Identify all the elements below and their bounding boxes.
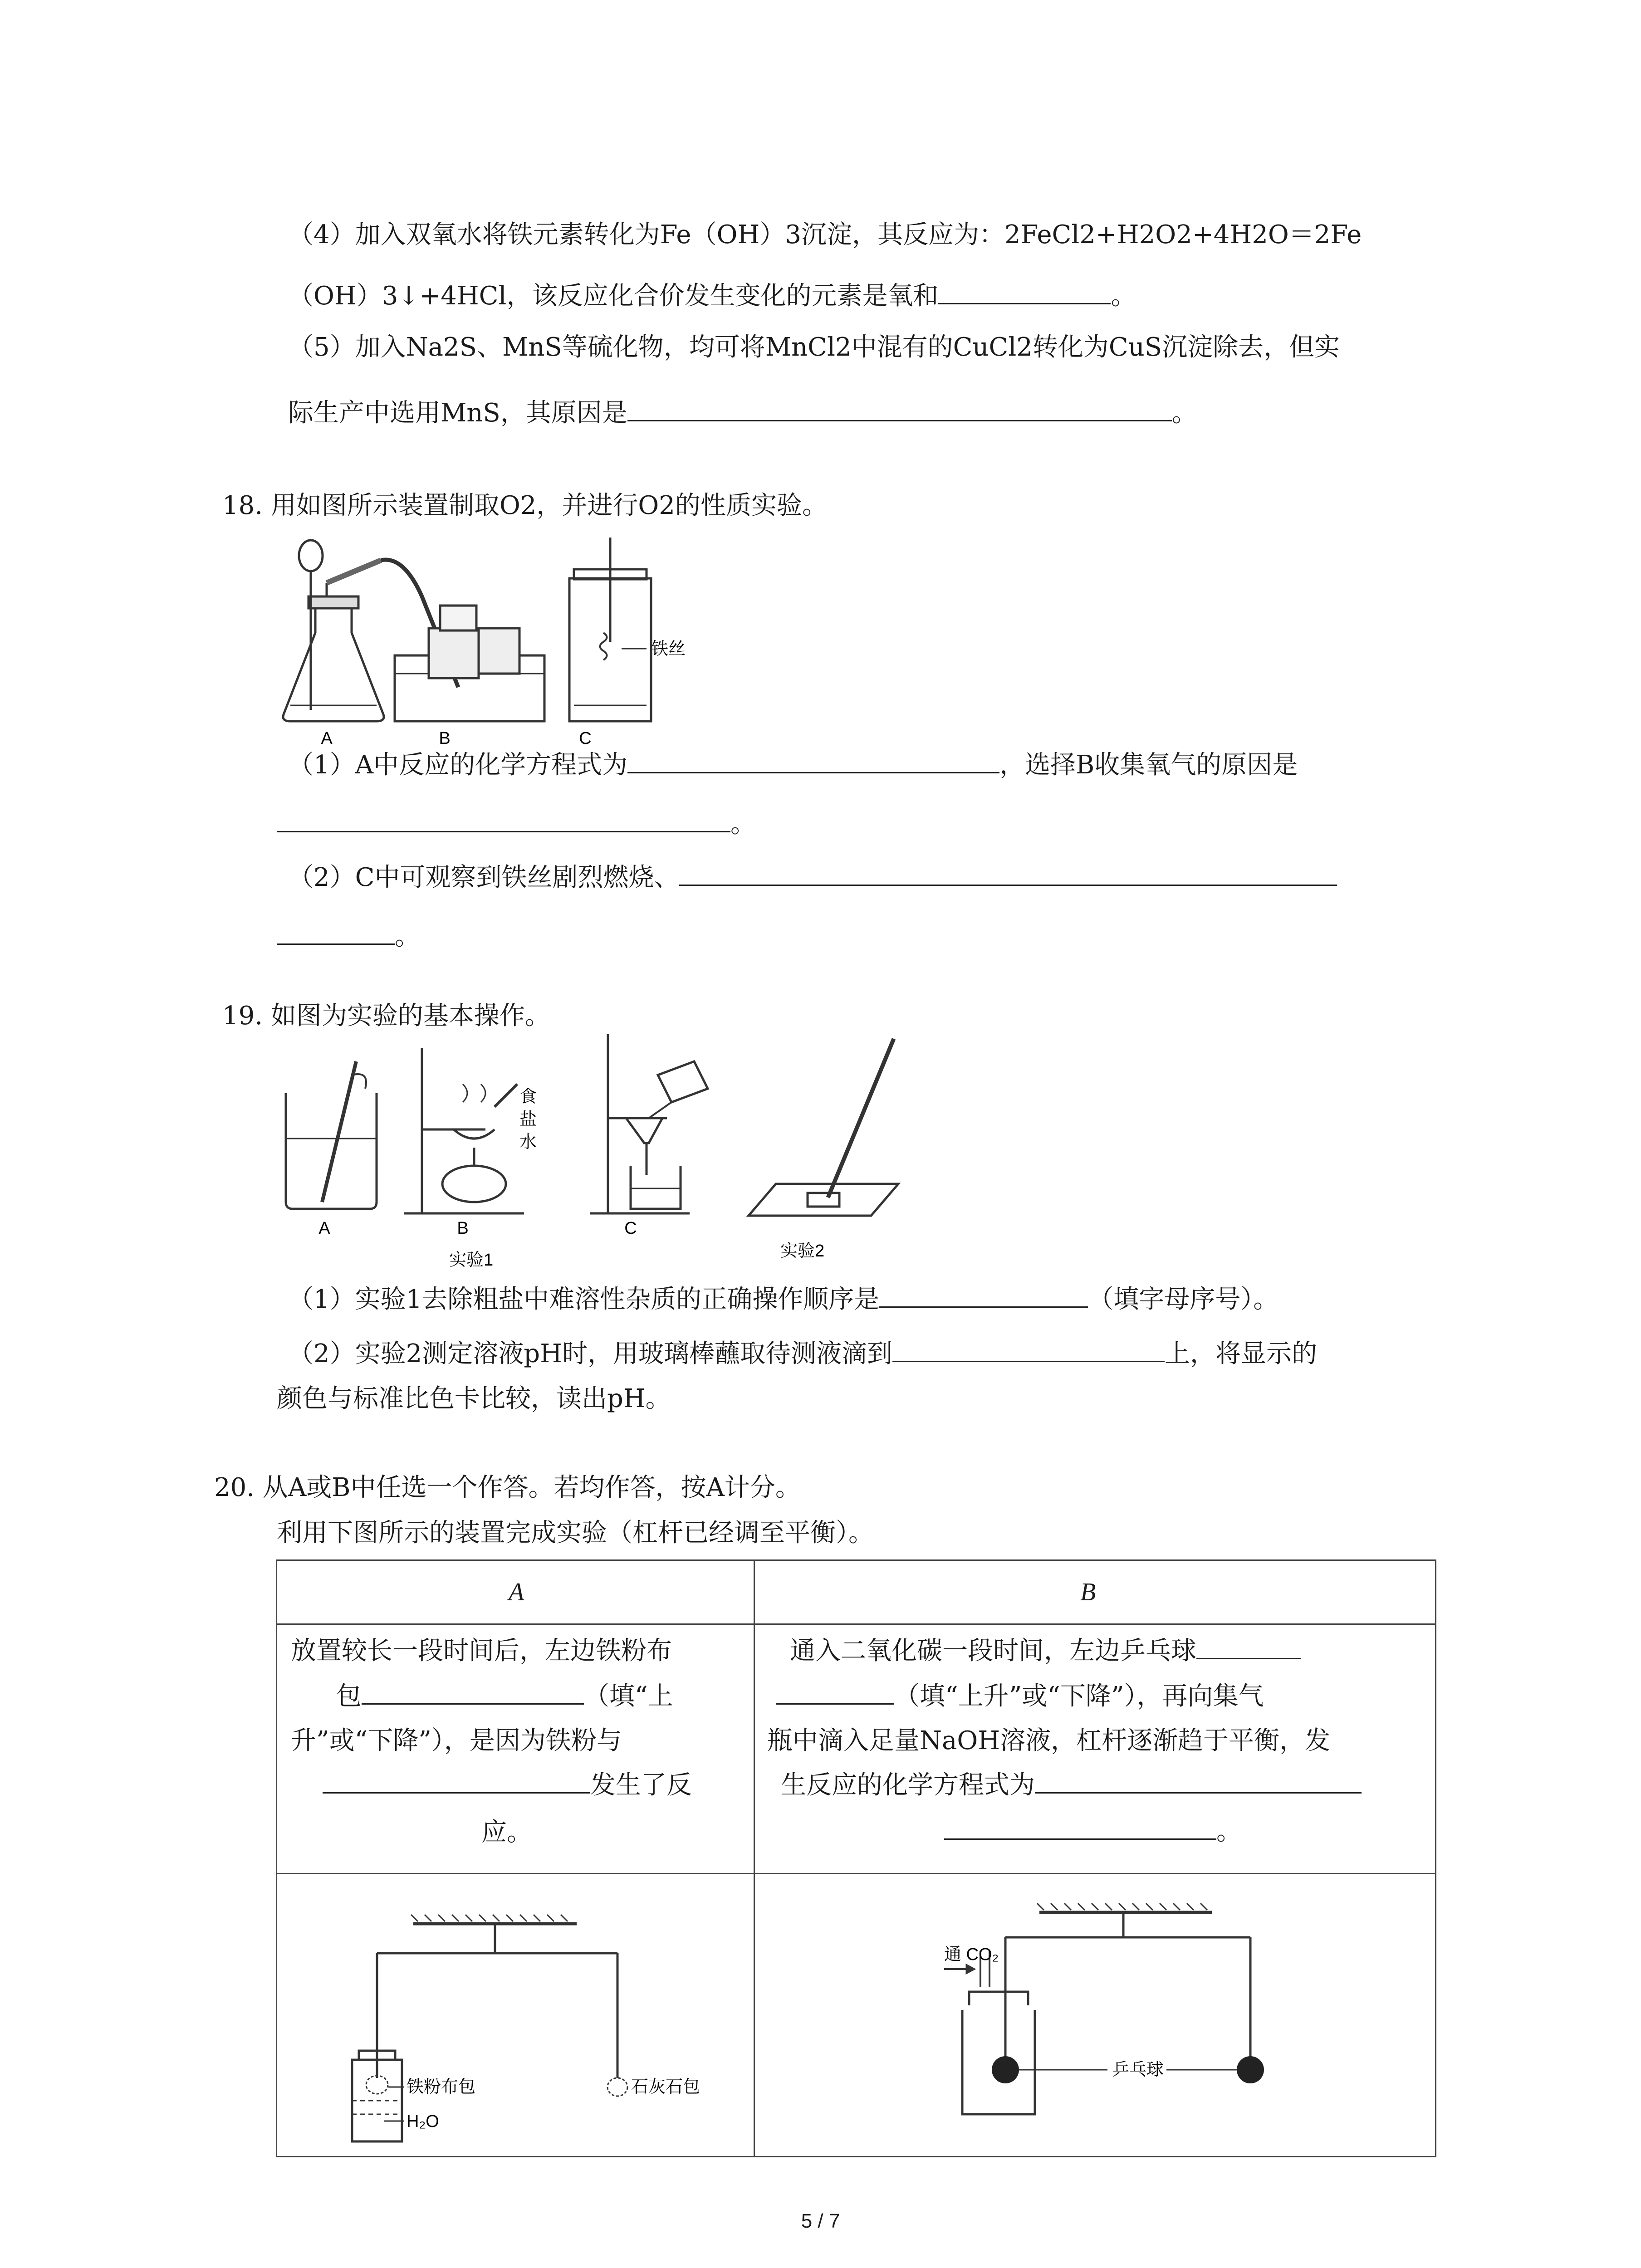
answer-blank[interactable] — [944, 1811, 1216, 1840]
fig-label-salt-2: 盐 — [519, 1110, 537, 1129]
fig-label-iron-wire: 铁丝 — [651, 640, 686, 659]
q20-stem-2: 利用下图所示的装置完成实验（杠杆已经调至平衡）。 — [277, 1518, 874, 1548]
q19-p1: （1）实验1去除粗盐中难溶性杂质的正确操作顺序是 （填字母序号）。 — [288, 1279, 1279, 1318]
b-line-2: （填“上升”或“下降”），再向集气 — [776, 1674, 1264, 1719]
answer-blank[interactable] — [938, 276, 1111, 304]
answer-blank[interactable] — [892, 1334, 1165, 1362]
answer-blank[interactable] — [362, 1676, 584, 1705]
answer-blank[interactable] — [627, 393, 1172, 421]
q17-p5-line2: 际生产中选用MnS，其原因是 。 — [288, 393, 1197, 431]
fig-label-salt-3: 水 — [519, 1133, 537, 1152]
fig-label-b: B — [439, 729, 451, 746]
column-header-b: B — [1080, 1578, 1096, 1606]
answer-blank[interactable] — [323, 1765, 590, 1794]
answer-blank[interactable] — [679, 857, 1337, 886]
q18-p1-line2: 。 — [277, 804, 756, 842]
ping-pong-ball-right — [1237, 2056, 1264, 2083]
ping-pong-ball-left — [992, 2056, 1019, 2083]
q19-p2-line1: （2）实验2测定溶液pH时，用玻璃棒蘸取待测液滴到 上，将显示的 — [288, 1334, 1317, 1372]
page-number: 5 / 7 — [801, 2210, 840, 2232]
fig-label-c: C — [624, 1219, 637, 1238]
q17-p4-line1: （4）加入双氧水将铁元素转化为Fe（OH）3沉淀，其反应为：2FeCl2+H2O2+4H2O＝2Fe — [288, 220, 1362, 249]
answer-blank[interactable] — [277, 916, 395, 945]
fig-label-exp1: 实验1 — [449, 1251, 494, 1270]
fig-label-a: A — [318, 1219, 330, 1238]
q20-stem-1: 20. 从A或B中任选一个作答。若均作答，按A计分。 — [214, 1473, 801, 1502]
a-line-3: 升”或“下降”），是因为铁粉与 — [291, 1726, 622, 1755]
q20-figure-b — [767, 1878, 1430, 2151]
q20-figure-a — [304, 1878, 749, 2151]
label-co2-inlet: 通 CO₂ — [944, 1945, 999, 1964]
b-line-4: 生反应的化学方程式为 — [781, 1763, 1362, 1808]
fig-label-c: C — [579, 729, 592, 746]
q20-table — [276, 1559, 1436, 2157]
answer-blank[interactable] — [277, 804, 730, 832]
q18-p1-line1: （1）A中反应的化学方程式为 ，选择B收集氧气的原因是 — [288, 745, 1298, 783]
table-divider-header — [277, 1623, 1435, 1625]
a-line-5: 应。 — [481, 1818, 532, 1847]
fig-label-salt-1: 食 — [519, 1087, 537, 1106]
a-line-4: 发生了反 — [323, 1763, 692, 1808]
label-limestone-bag: 石灰石包 — [631, 2077, 700, 2097]
q17-p4-line2: （OH）3↓+4HCl，该反应化合价发生变化的元素是氧和 。 — [288, 276, 1136, 314]
q18-p2-line1: （2）C中可观察到铁丝剧烈燃烧、 — [288, 857, 1337, 896]
table-divider-vertical — [754, 1561, 755, 2156]
label-iron-powder-bag: 铁粉布包 — [407, 2077, 476, 2097]
answer-blank[interactable] — [776, 1676, 894, 1705]
q19-p2-line2: 颜色与标准比色卡比较，读出pH。 — [277, 1384, 671, 1413]
fig-label-b: B — [457, 1219, 469, 1238]
label-water: H₂O — [407, 2112, 439, 2131]
answer-blank[interactable] — [879, 1279, 1088, 1308]
answer-blank[interactable] — [627, 745, 999, 773]
q18-p2-line2: 。 — [277, 916, 420, 955]
fig-label-exp2: 实验2 — [780, 1242, 825, 1261]
fig-label-a: A — [321, 729, 333, 746]
a-line-2: 包 （填“上 — [336, 1674, 673, 1719]
table-divider-middle — [277, 1873, 1435, 1874]
q18-apparatus-figure — [272, 538, 771, 746]
b-line-1: 通入二氧化碳一段时间，左边乒乓球 — [790, 1629, 1301, 1673]
column-header-a: A — [509, 1578, 524, 1606]
a-line-1: 放置较长一段时间后，左边铁粉布 — [291, 1636, 672, 1666]
q19-stem: 19. 如图为实验的基本操作。 — [222, 1001, 550, 1031]
b-line-5: 。 — [944, 1809, 1242, 1854]
q18-stem: 18. 用如图所示装置制取O2，并进行O2的性质实验。 — [222, 491, 828, 520]
label-ping-pong-ball: 乒乓球 — [1112, 2060, 1164, 2079]
answer-blank[interactable] — [1035, 1765, 1362, 1794]
answer-blank[interactable] — [1196, 1631, 1301, 1659]
q19-operations-figure — [272, 1034, 1043, 1275]
b-line-3: 瓶中滴入足量NaOH溶液，杠杆逐渐趋于平衡，发 — [767, 1726, 1331, 1755]
q17-p5-line1: （5）加入Na2S、MnS等硫化物，均可将MnCl2中混有的CuCl2转化为CuS沉淀除去，但实 — [288, 332, 1340, 362]
